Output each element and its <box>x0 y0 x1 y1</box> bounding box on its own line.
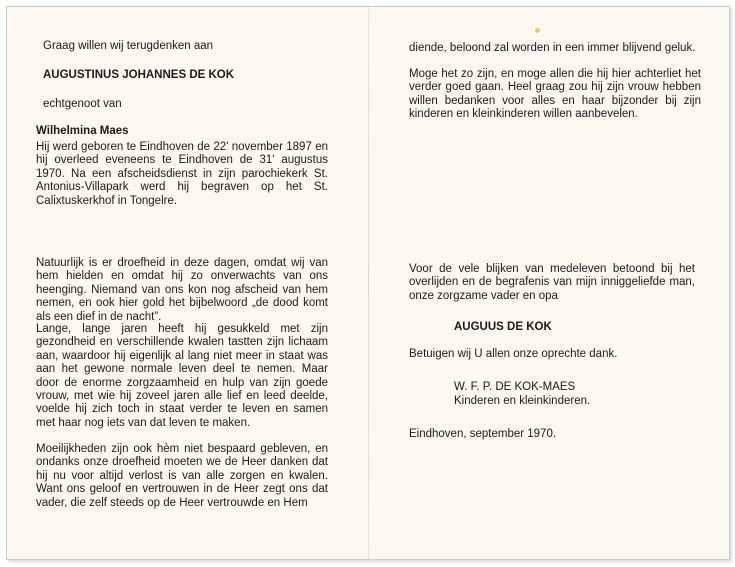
paragraph-illness: Lange, lange jaren heeft hij gesukkeld met zijn gezondheid en verschillende kwalen tastten zijn lichaam aan, waardoor hij eigenlijk al lang niet meer in staat was aan het gewone normale leven deel te nemen. Maar door de enorme zorgzaamheid en hulp van zijn goede vrouw, met wie hij zoveel jaren alle lief en leed deelde, voelde hij zich toch in staat verder te leven en samen met haar nog iets van dat leven te maken. <box>36 323 328 429</box>
family-signature: Kinderen en kleinkinderen. <box>454 395 591 407</box>
paragraph-grief: Natuurlijk is er droefheid in deze dagen, omdat wij van hem hielden en omdat hij zo onverwachts van ons heenging. Niemand van ons kon nog afscheid van hem nemen, en ook hier gold het bijbelwoord „de dood komt als een dief in de nacht”. <box>36 257 328 323</box>
intro-text: Graag willen wij terugdenken aan <box>43 40 214 52</box>
continued-paragraph: diende, beloond zal worden in een immer blijvend geluk. <box>409 42 696 54</box>
spouse-name: Wilhelmina Maes <box>36 125 129 137</box>
bio-paragraph: Hij werd geboren te Eindhoven de 22' november 1897 en hij overleed eveneens te Eindhoven de 31' augustus 1970. Na een afscheidsdienst in zijn parochiekerk St. Antonius-Villapark werd hij begraven op het St. Calixtuskerkhof in Tongelre. <box>36 141 328 207</box>
deceased-name: AUGUSTINUS JOHANNES DE KOK <box>43 69 235 81</box>
gratitude-text: Betuigen wij U allen onze oprechte dank. <box>409 348 618 360</box>
signer-name: W. F. P. DE KOK-MAES <box>454 381 576 393</box>
paragraph-wishes: Moge het zo zijn, en moge allen die hij hier achterliet het verder goed gaan. Heel graag zou hij zijn vrouw hebben willen bedanken voor alles en haar bijzonder bij zijn kinderen en kleinkinderen willen aanbevelen. <box>409 68 701 121</box>
paragraph-faith: Moeilijkheden zijn ook hèm niet bespaard gebleven, en ondanks onze droefheid moeten we de Heer danken dat hij nu voor altijd verlost is van alle zorgen en kwalen. Want ons geloof en vertrouwen in de Heer zegt ons dat vader, die zelf steeds op de Heer vertrouwde en Hem <box>36 443 328 509</box>
thanks-paragraph: Voor de vele blijken van medeleven betoond bij het overlijden en de begrafenis van mijn inniggeliefde man, onze zorgzame vader en opa <box>409 263 695 302</box>
paper-spot <box>535 28 540 33</box>
place-date: Eindhoven, september 1970. <box>409 428 557 440</box>
card-fold <box>368 7 369 559</box>
spouse-label: echtgenoot van <box>43 98 122 110</box>
family-name: AUGUUS DE KOK <box>454 321 552 333</box>
memorial-card <box>6 6 730 560</box>
